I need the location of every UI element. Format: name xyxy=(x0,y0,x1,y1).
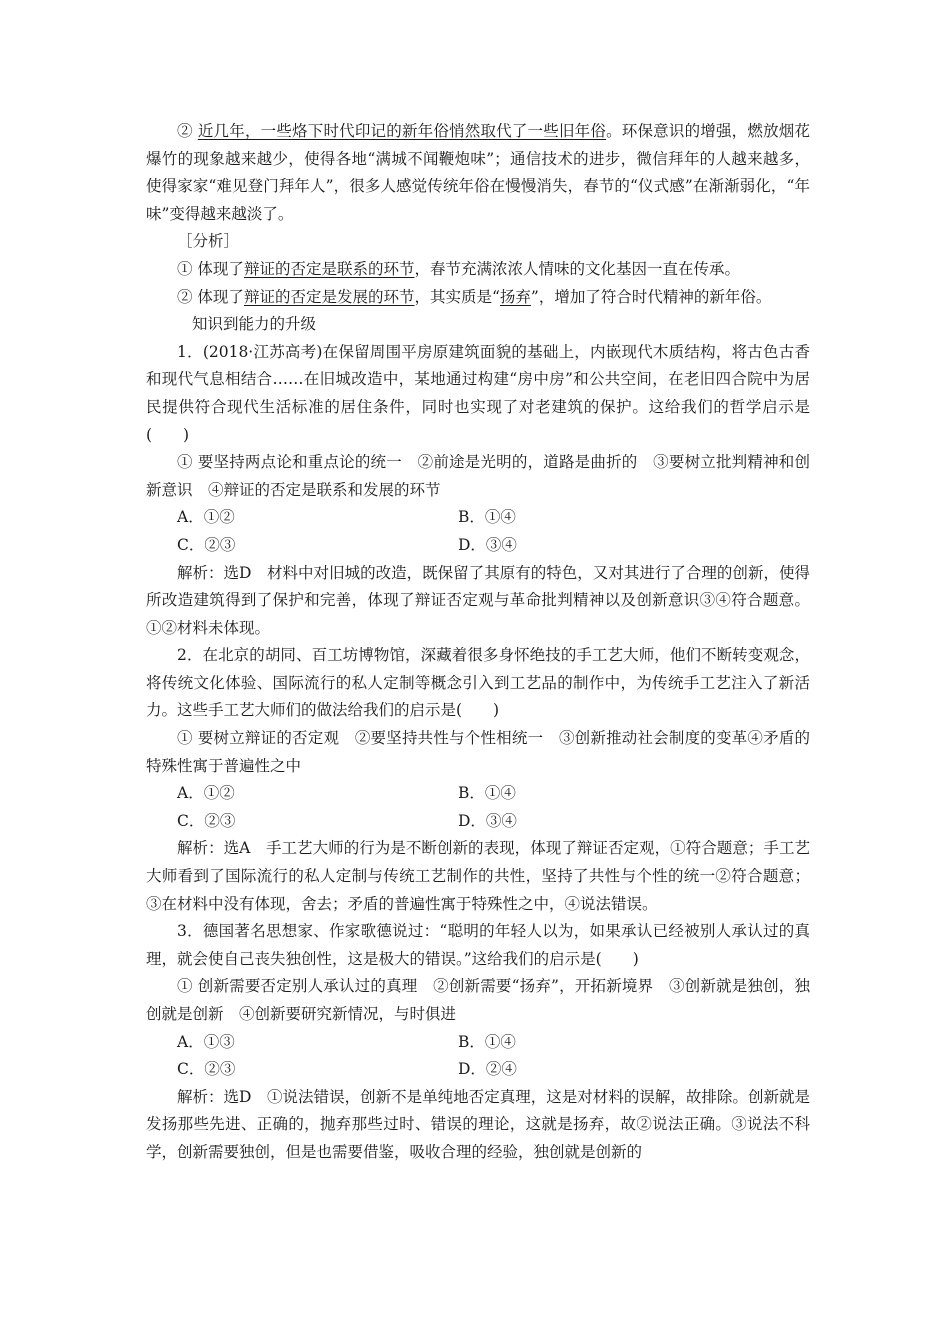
question-2-options-row-2 xyxy=(146,808,810,836)
analysis-2-underlined-2: 扬弃 xyxy=(499,287,531,306)
analysis-2-mid: ，其实质是“ xyxy=(414,287,500,306)
option-c[interactable]: C．②③ xyxy=(177,1060,236,1079)
option-d[interactable]: D．②④ xyxy=(458,1060,517,1079)
intro-paragraph-2: ② 近几年，一些烙下时代印记的新年俗悄然取代了一些旧年俗。环保意识的增强，燃放烟花爆竹的现象越来越少，使得各地“满城不闻鞭炮味”；通信技术的进步，微信拜年的人越来越多，使得家家“难见登门拜年人”，很多人感觉传统年俗在慢慢消失，春节的“仪式感”在渐渐弱化，“年味”变得越来越淡了。 xyxy=(146,122,810,223)
intro-underlined-text: 近几年，一些烙下时代印记的新年俗悄然取代了一些旧年俗 xyxy=(197,122,607,140)
option-a[interactable]: A．①③ xyxy=(177,1032,235,1051)
question-2-options-row-1 xyxy=(146,780,810,808)
question-1-options-row-1 xyxy=(146,504,810,532)
option-d[interactable]: D．③④ xyxy=(458,535,517,554)
section-title: 知识到能力的升级 xyxy=(192,315,317,334)
option-b[interactable]: B．①④ xyxy=(458,784,516,803)
analysis-2-underlined: 辩证的否定是发展的环节 xyxy=(243,287,415,306)
analysis-2-prefix: ② 体现了 xyxy=(177,287,244,306)
analysis-point-2 xyxy=(146,284,810,312)
question-1-options-row-2 xyxy=(146,532,810,560)
option-a[interactable]: A．①② xyxy=(177,784,235,803)
question-1-statements: ① 要坚持两点论和重点论的统一 ②前途是光明的，道路是曲折的 ③要树立批判精神和创新意识 ④辩证的否定是联系和发展的环节 xyxy=(146,453,810,499)
question-3-options-row-1 xyxy=(146,1029,810,1057)
option-c[interactable]: C．②③ xyxy=(177,535,236,554)
question-1-stem: 1．(2018·江苏高考)在保留周围平房原建筑面貌的基础上，内嵌现代木质结构，将古色古香和现代气息相结合……在旧城改造中，某地通过构建“房中房”和公共空间，在老旧四合院中为居民提供符合现代生活标准的居住条件，同时也实现了对老建筑的保护。这给我们的哲学启示是( ) xyxy=(146,342,810,444)
question-3-statements: ① 创新需要否定别人承认过的真理 ②创新需要“扬弃”，开拓新境界 ③创新就是独创，独创就是创新 ④创新要研究新情况，与时俱进 xyxy=(146,977,810,1023)
option-d[interactable]: D．③④ xyxy=(458,811,517,830)
option-b[interactable]: B．①④ xyxy=(458,1032,516,1051)
question-3-analysis: 解析：选D ①说法错误，创新不是单纯地否定真理，这是对材料的误解，故排除。创新就是发扬那些先进、正确的，抛弃那些过时、错误的理论，这就是扬弃，故②说法正确。③说法不科学，创新需要独创，但是也需要借鉴，吸收合理的经验，独创就是创新的 xyxy=(146,1087,810,1161)
analysis-2-rest: ”，增加了符合时代精神的新年俗。 xyxy=(530,287,772,306)
option-b[interactable]: B．①④ xyxy=(458,508,516,527)
question-3-options-row-2 xyxy=(146,1056,810,1084)
question-2-stem: 2．在北京的胡同、百工坊博物馆，深藏着很多身怀绝技的手工艺大师，他们不断转变观念，将传统文化体验、国际流行的私人定制等概念引入到工艺品的制作中，为传统手工艺注入了新活力。这些手工艺大师们的做法给我们的启示是( ) xyxy=(146,646,810,720)
intro-text: 。环保意识的增强，燃放烟花爆竹的现象越来越少，使得各地“满城不闻鞭炮味”；通信技术的进步，微信拜年的人越来越多，使得家家“难见登门拜年人”，很多人感觉传统年俗在慢慢消失，春节的“仪式感”在渐渐弱化，“年味”变得越来越淡了。 xyxy=(146,122,810,223)
option-a[interactable]: A．①② xyxy=(177,508,235,527)
document-page xyxy=(146,118,810,1167)
question-2-analysis: 解析：选A 手工艺大师的行为是不断创新的表现，体现了辩证否定观，①符合题意；手工艺大师看到了国际流行的私人定制与传统工艺制作的共性，坚持了共性与个性的统一②符合题意；③在材料中没有体现，舍去；矛盾的普遍性寓于特殊性之中，④说法错误。 xyxy=(146,839,810,913)
question-3-stem: 3．德国著名思想家、作家歌德说过：“聪明的年轻人以为，如果承认已经被别人承认过的真理，就会使自己丧失独创性，这是极大的错误。”这给我们的启示是( ) xyxy=(146,922,810,968)
analysis-point-1 xyxy=(146,256,810,284)
question-2-statements: ① 要树立辩证的否定观 ②要坚持共性与个性相统一 ③创新推动社会制度的变革④矛盾的特殊性寓于普遍性之中 xyxy=(146,729,810,775)
analysis-label: ［分析］ xyxy=(177,232,240,251)
question-1-analysis: 解析：选D 材料中对旧城的改造，既保留了其原有的特色，又对其进行了合理的创新，使得所改造建筑得到了保护和完善，体现了辩证否定观与革命批判精神以及创新意识③④符合题意。①②材料未体现。 xyxy=(146,563,810,637)
option-c[interactable]: C．②③ xyxy=(177,811,236,830)
analysis-1-rest: ，春节充满浓浓人情味的文化基因一直在传承。 xyxy=(414,259,740,278)
analysis-1-prefix: ① 体现了 xyxy=(177,259,244,278)
analysis-1-underlined: 辩证的否定是联系的环节 xyxy=(243,259,415,278)
